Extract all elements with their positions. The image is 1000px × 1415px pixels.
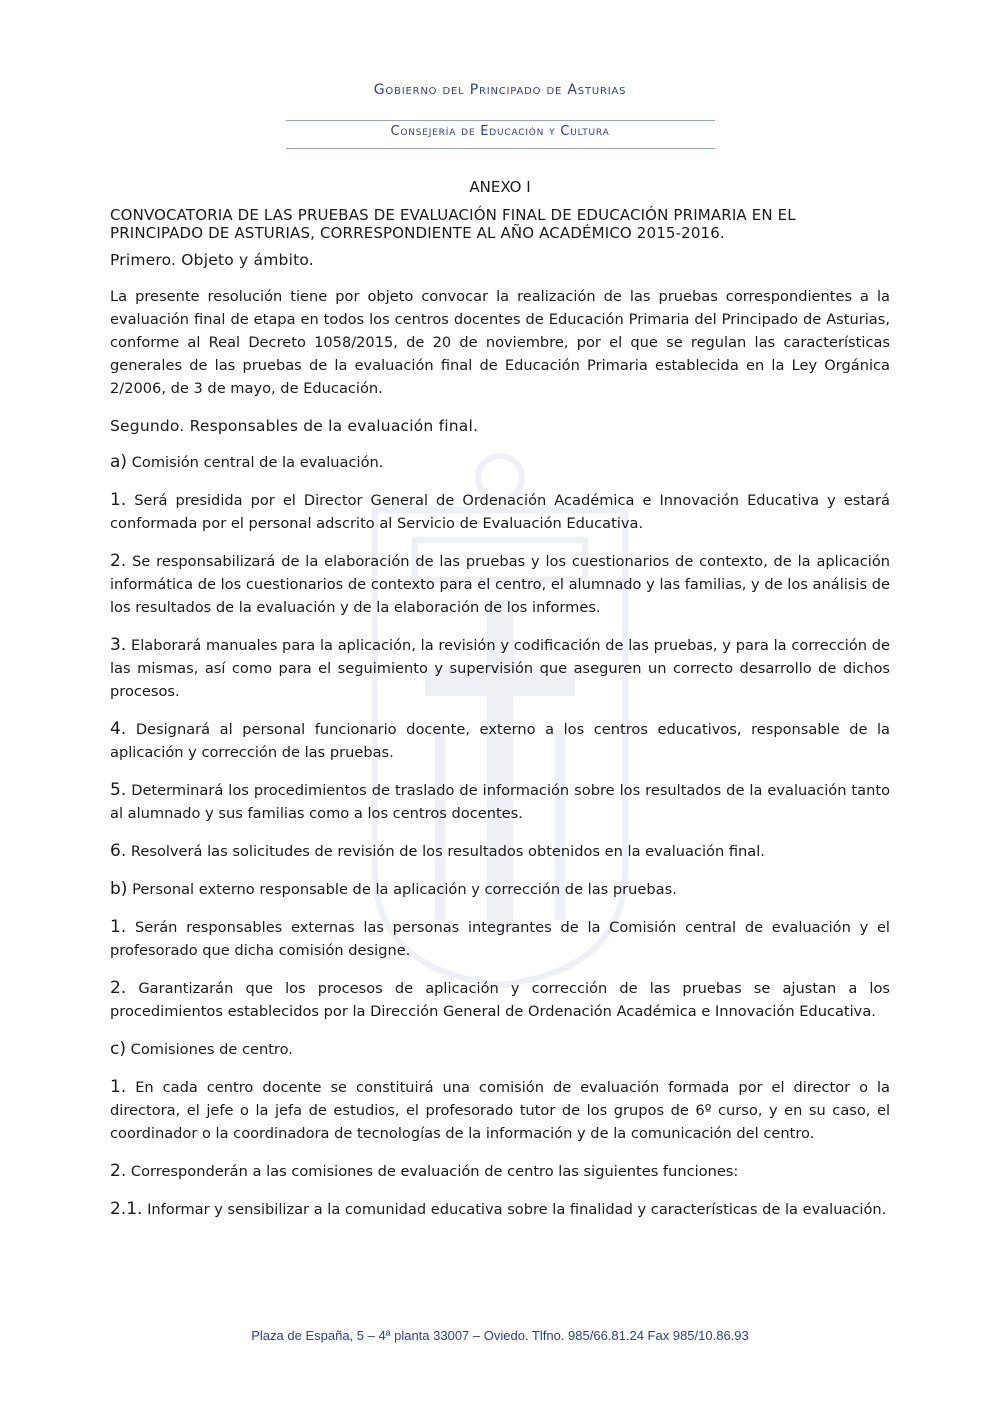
item-number: 3.	[110, 635, 127, 655]
list-item	[110, 550, 890, 619]
subsection-a-heading	[110, 451, 890, 474]
item-number: 4.	[110, 719, 127, 739]
item-text: Será presidida por el Director General de Ordenación Académica e Innovación Educativa y estará conformada por el personal adscrito al Servicio de Evaluación Educativa.	[110, 492, 890, 532]
convocatoria-title: CONVOCATORIA DE LAS PRUEBAS DE EVALUACIÓN FINAL DE EDUCACIÓN PRIMARIA EN EL PRINCIPADO DE ASTURIAS, CORRESPONDIENTE AL AÑO ACADÉMICO 2015-2016.	[110, 206, 796, 242]
subsection-heading-text: Comisiones de centro.	[130, 1041, 293, 1058]
item-number: 6.	[110, 841, 127, 861]
subsection-heading-text: Personal externo responsable de la aplicación y corrección de las pruebas.	[132, 881, 677, 898]
list-item	[110, 977, 890, 1023]
item-text: Resolverá las solicitudes de revisión de los resultados obtenidos en la evaluación final.	[130, 843, 765, 860]
item-number: 2.	[110, 551, 127, 571]
item-number: 1.	[110, 1077, 127, 1097]
annex-title: ANEXO I	[469, 178, 531, 196]
item-text: Corresponderán a las comisiones de evaluación de centro las siguientes funciones:	[130, 1163, 739, 1180]
footer-address: Plaza de España, 5 – 4ª planta 33007 – Oviedo. Tlfno. 985/66.81.24 Fax 985/10.86.93	[251, 1328, 749, 1343]
item-text: Informar y sensibilizar a la comunidad educativa sobre la finalidad y características de la evaluación.	[147, 1201, 887, 1218]
subsection-marker: a)	[110, 452, 128, 472]
list-item	[110, 840, 890, 863]
item-text: Serán responsables externas las personas integrantes de la Comisión central de evaluación y el profesorado que dicha comisión designe.	[110, 919, 890, 959]
item-text: Determinará los procedimientos de traslado de información sobre los resultados de la evaluación tanto al alumnado y sus familias como a los centros docentes.	[110, 782, 890, 822]
list-item	[110, 1198, 890, 1221]
item-number: 5.	[110, 780, 127, 800]
header-divider-top	[286, 120, 715, 121]
item-number: 2.	[110, 1161, 127, 1181]
item-text: Garantizarán que los procesos de aplicación y corrección de las pruebas se ajustan a los procedimientos establecidos por la Dirección General de Ordenación Académica e Innovación Educativa.	[110, 980, 890, 1020]
header-divider-bottom	[286, 148, 715, 149]
list-item	[110, 1160, 890, 1183]
list-item	[110, 634, 890, 703]
list-item	[110, 718, 890, 764]
item-number: 1.	[110, 917, 127, 937]
document-body	[110, 176, 890, 1236]
header-government: Gobierno del Principado de Asturias	[373, 82, 627, 98]
section-1-text: La presente resolución tiene por objeto convocar la realización de las pruebas correspondientes a la evaluación final de etapa en todos los centros docentes de Educación Primaria del Principado de Asturias, conforme al Real Decreto 1058/2015, de 20 de noviembre, por el que se regulan las características generales de las pruebas de la evaluación final de Educación Primaria establecida en la Ley Orgánica 2/2006, de 3 de mayo, de Educación.	[110, 288, 890, 397]
subsection-c-heading	[110, 1038, 890, 1061]
list-item	[110, 1076, 890, 1145]
subsection-heading-text: Comisión central de la evaluación.	[131, 454, 384, 471]
section-1-title: Primero. Objeto y ámbito.	[110, 251, 314, 269]
subsection-b-heading	[110, 878, 890, 901]
subsection-marker: b)	[110, 879, 128, 899]
item-text: En cada centro docente se constituirá una comisión de evaluación formada por el director o la directora, el jefe o la jefa de estudios, el profesorado tutor de los grupos de 6º curso, y en su caso, el coordinador o la coordinadora de tecnologías de la información y de la comunicación del centro.	[110, 1079, 890, 1142]
item-number: 2.1.	[110, 1199, 143, 1219]
list-item	[110, 779, 890, 825]
item-text: Se responsabilizará de la elaboración de las pruebas y los cuestionarios de contexto, de la aplicación informática de los cuestionarios de contexto para el centro, el alumnado y las familias, y de los análisis de los resultados de la evaluación y de la elaboración de los informes.	[110, 553, 890, 616]
list-item	[110, 916, 890, 962]
section-2-title: Segundo. Responsables de la evaluación final.	[110, 417, 479, 435]
header-ministry: Consejería de Educación y Cultura	[390, 124, 610, 139]
item-text: Designará al personal funcionario docente, externo a los centros educativos, responsable de la aplicación y corrección de las pruebas.	[110, 721, 891, 761]
list-item	[110, 489, 890, 535]
item-number: 1.	[110, 490, 127, 510]
item-number: 2.	[110, 978, 127, 998]
subsection-marker: c)	[110, 1039, 126, 1059]
item-text: Elaborará manuales para la aplicación, la revisión y codificación de las pruebas, y para la corrección de las mismas, así como para el seguimiento y supervisión que aseguren un correcto desarrollo de dichos procesos.	[110, 637, 890, 700]
